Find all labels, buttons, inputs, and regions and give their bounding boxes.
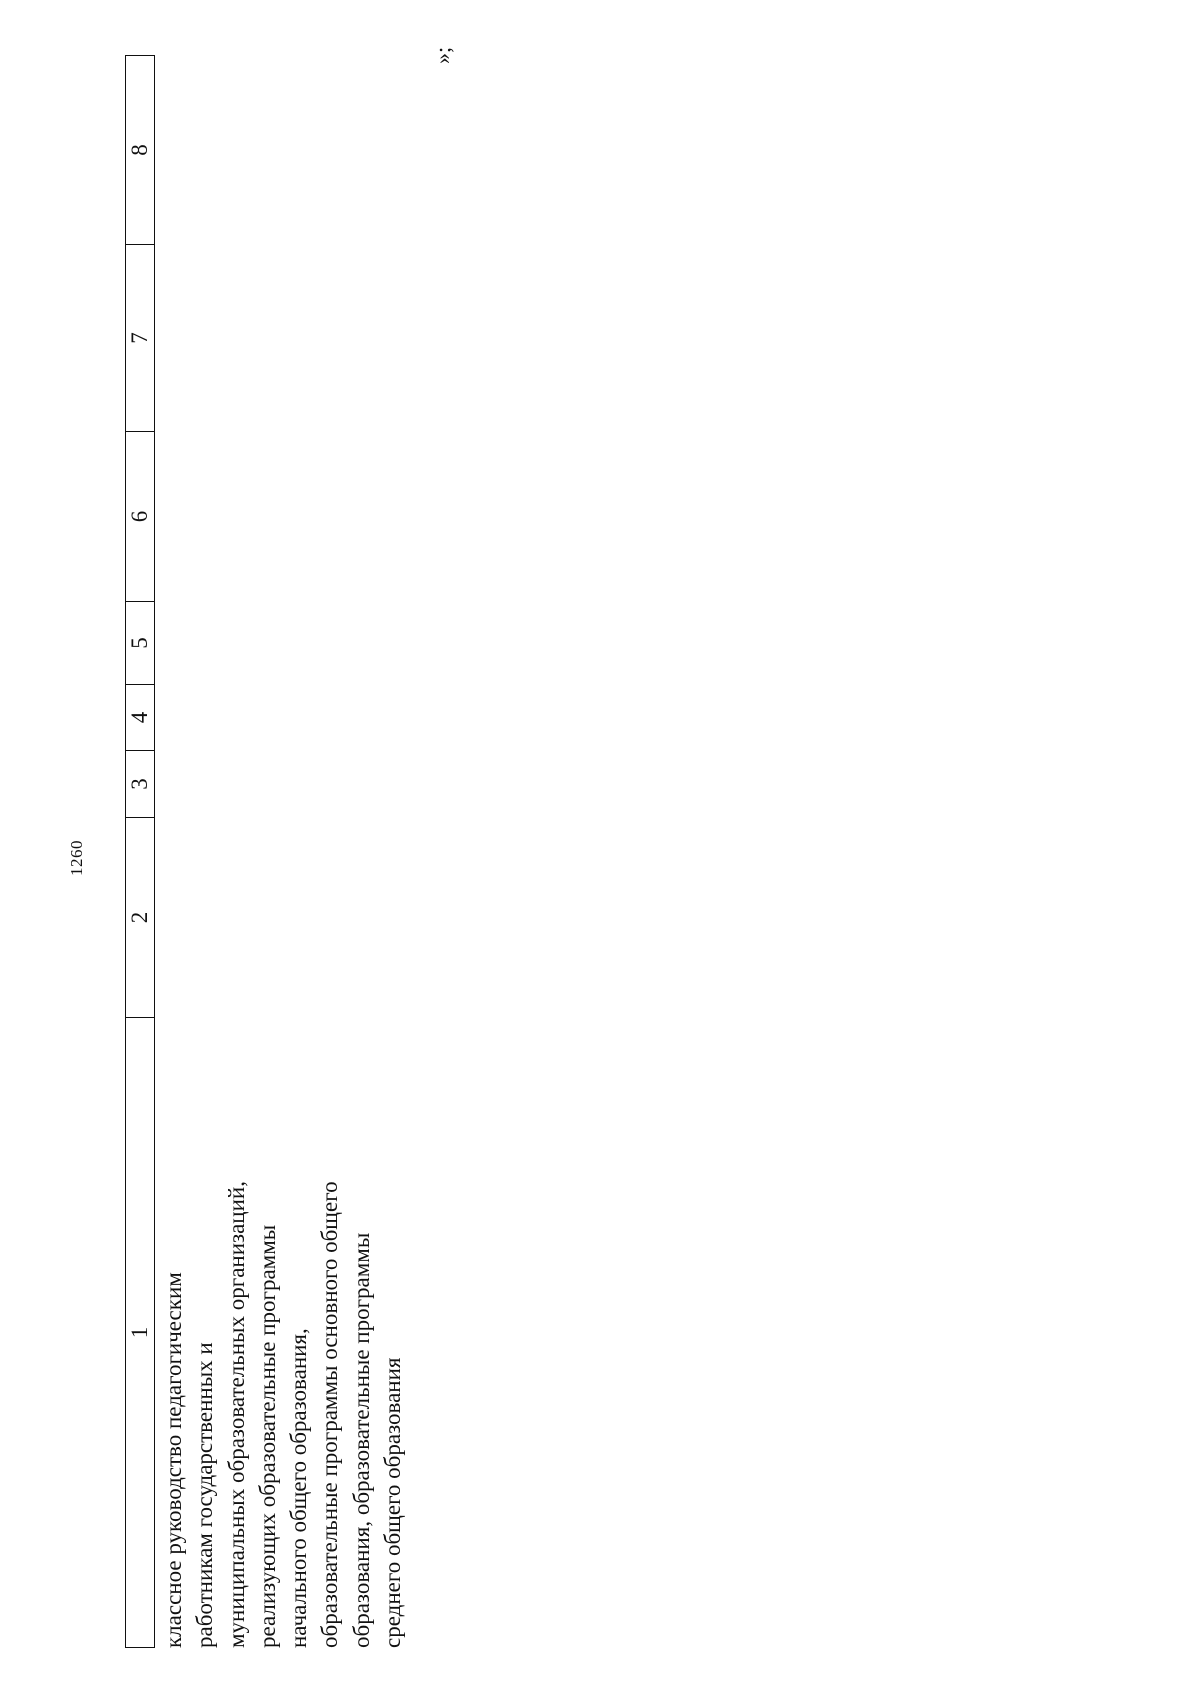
text-line: среднего общего образования xyxy=(380,1357,406,1648)
text-line: начального общего образования, xyxy=(286,1328,312,1648)
closing-quote-mark: »; xyxy=(430,46,455,64)
column-number-7: 7 xyxy=(126,245,155,432)
page-number: 1260 xyxy=(67,840,86,876)
text-line: образования, образовательные программы xyxy=(348,1232,374,1648)
column-number-1: 1 xyxy=(126,1018,155,1648)
text-line: классное руководство педагогическим xyxy=(161,1272,186,1648)
column-number-6: 6 xyxy=(126,432,155,602)
text-line: образовательные программы основного общего xyxy=(317,1181,343,1648)
column-number-8: 8 xyxy=(126,56,155,245)
column-number-5: 5 xyxy=(126,602,155,685)
text-line: работникам государственных и xyxy=(192,1342,218,1648)
table-header-row xyxy=(126,56,155,1648)
text-line: муниципальных образовательных организаций, xyxy=(223,1181,249,1648)
column-number-2: 2 xyxy=(126,818,155,1018)
column-number-3: 3 xyxy=(126,751,155,818)
column-number-4: 4 xyxy=(126,685,155,751)
text-line: реализующих образовательные программы xyxy=(254,1224,280,1648)
row-description xyxy=(158,1128,408,1648)
column-number-table xyxy=(125,55,155,1648)
